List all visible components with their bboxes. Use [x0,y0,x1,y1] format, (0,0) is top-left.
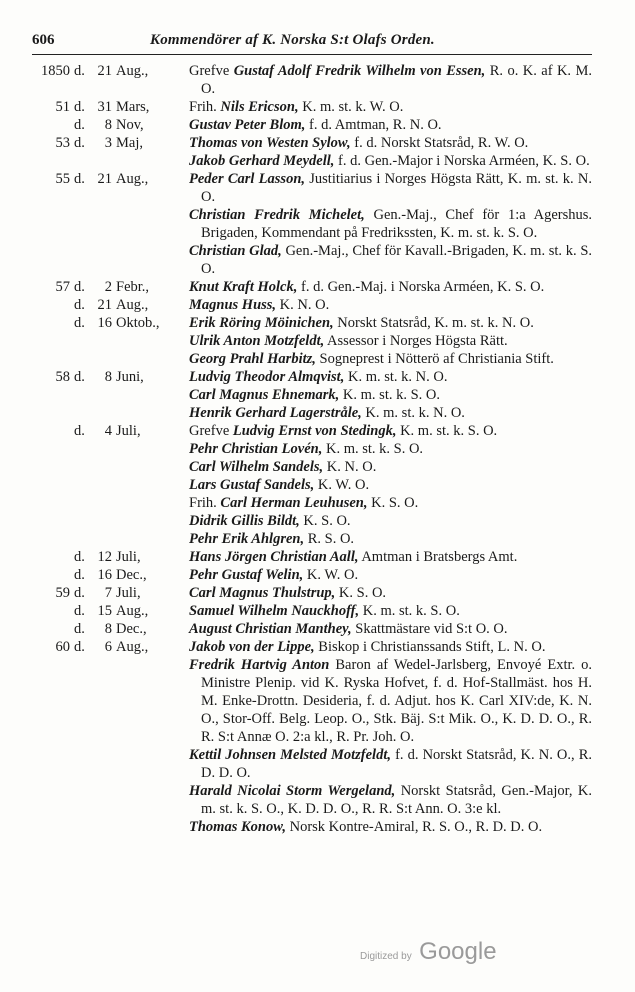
entry-details: R. S. O. [304,531,355,547]
entry-month: Aug., [116,171,149,187]
entry-date [32,152,182,170]
entry-details: f. d. Norskt Statsråd, K. N. O., R. D. D. O. [201,747,593,781]
entry-text [189,548,592,566]
entry-day-prefix: d. [74,639,85,655]
list-item [32,602,592,620]
entry-details: K. m. st. k. N. O. [344,369,448,385]
entry-text [189,440,592,458]
entry-name: Didrik Gillis Bildt, [189,513,300,529]
list-item [32,620,592,638]
list-item [32,278,592,296]
entry-details: K. N. O. [276,297,330,313]
entry-day-prefix: d. [74,567,85,583]
entry-name: Jakob Gerhard Meydell, [189,153,335,169]
entry-day-prefix: d. [74,99,85,115]
entry-text [189,350,592,368]
entry-name: Harald Nicolai Storm Wergeland, [189,783,396,799]
list-item [32,818,592,836]
entry-details: Biskop i Christianssands Stift, L. N. O. [314,639,546,655]
list-item [32,422,592,440]
entry-month: Febr., [116,279,150,295]
entry-details: K. m. st. k. S. O. [322,441,424,457]
entry-text [189,494,592,512]
entry-prefix: Grefve [189,423,233,439]
entry-details: Sogneprest i Nötterö af Christiania Stift. [315,351,554,367]
entry-details: f. d. Gen.-Major i Norska Arméen, K. S. O. [334,153,590,169]
entry-date [32,350,182,368]
entry-month: Aug., [116,639,149,655]
entry-date [32,566,182,584]
entry-date [32,458,182,476]
entry-text [189,530,592,548]
entry-year: 1850 [41,63,70,79]
entry-text [189,386,592,404]
entry-name: August Christian Manthey, [189,621,352,637]
entry-text [189,566,592,584]
entry-text [189,638,592,656]
list-item [32,404,592,422]
entry-date [32,746,182,764]
entry-name: Thomas Konow, [189,819,286,835]
entry-day-prefix: d. [74,585,85,601]
entry-text [189,62,592,98]
entry-name: Carl Wilhelm Sandels, [189,459,324,475]
entry-details: K. S. O. [367,495,419,511]
entry-details: Justitiarius i Norges Högsta Rätt, K. m. st. k. N. O. [201,171,593,205]
entry-date [32,494,182,512]
list-item [32,242,592,278]
digitized-watermark [360,938,497,966]
entry-details: f. d. Norskt Statsråd, R. W. O. [350,135,529,151]
entry-text [189,782,592,818]
entry-name: Carl Herman Leuhusen, [220,495,368,511]
entry-name: Magnus Huss, [189,297,277,313]
entry-name: Jakob von der Lippe, [189,639,315,655]
entry-text [189,368,592,386]
list-item [32,314,592,332]
entry-date [32,242,182,260]
entry-text [189,746,592,782]
entry-name: Ulrik Anton Motzfeldt, [189,333,325,349]
entry-day: 31 [97,99,112,115]
entry-date [32,818,182,836]
entry-date [32,386,182,404]
list-item [32,116,592,134]
list-item [32,512,592,530]
entry-month: Aug., [116,603,149,619]
entry-date [32,548,182,566]
entry-name: Gustaf Adolf Fredrik Wilhelm von Essen, [233,63,486,79]
entry-text [189,404,592,422]
entry-text [189,656,592,746]
entry-name: Henrik Gerhard Lagerstråle, [189,405,362,421]
entry-date [32,62,182,80]
entry-day: 3 [104,135,112,151]
entry-details: R. o. K. af K. M. O. [201,63,592,97]
entry-details: K. m. st. k. N. O. [361,405,465,421]
entry-date [32,332,182,350]
entry-details: Baron af Wedel-Jarlsberg, Envoyé Extr. o. Ministre Plenip. vid K. Ryska Hofvet, f. d. Hof-Stallmäst. hos H. M. Enke-Drottn. Desideria, f. d. Adjut. hos K. Carl XIV:de, K. N. O., Stor-Off. Belg. Leop. O., Stk. Bäj. S:t Mik. O., K. D. D. O., R. R. S:t Annæ O. 2:a kl., R. Pr. Joh. O. [201,657,592,745]
entry-year: 57 [55,279,70,295]
entry-name: Peder Carl Lasson, [189,171,306,187]
entry-month: Dec., [116,567,147,583]
entry-text [189,116,592,134]
entry-details: Skattmästare vid S:t O. O. [351,621,508,637]
list-item [32,476,592,494]
entry-text [189,278,592,296]
entry-text [189,170,592,206]
entry-text [189,512,592,530]
entry-date [32,440,182,458]
entry-day-prefix: d. [74,135,85,151]
entry-year: 51 [55,99,70,115]
google-logo: Google [419,938,497,965]
entry-date [32,656,182,674]
list-item [32,548,592,566]
entry-day-prefix: d. [74,297,85,313]
entry-date [32,296,182,314]
entry-day: 7 [104,585,112,601]
entry-name: Thomas von Westen Sylow, [189,135,351,151]
entry-date [32,134,182,152]
entry-details: K. m. st. k. S. O. [359,603,460,619]
entry-details: Gen.-Maj., Chef för Kavall.-Brigaden, K. m. st. k. S. O. [201,243,593,277]
entry-text [189,476,592,494]
entry-details: K. m. st. k. W. O. [298,99,404,115]
entry-month: Oktob., [116,315,160,331]
entry-name: Carl Magnus Ehnemark, [189,387,340,403]
entry-text [189,242,592,278]
entry-month: Dec., [116,621,147,637]
list-item [32,350,592,368]
list-item [32,170,592,206]
list-item [32,152,592,170]
entry-details: Assessor i Norges Högsta Rätt. [324,333,508,349]
entry-year: 59 [55,585,70,601]
entry-day: 21 [97,171,112,187]
list-item [32,296,592,314]
entry-day: 8 [104,621,112,637]
entry-day: 12 [97,549,112,565]
entry-day: 8 [104,117,112,133]
entry-text [189,152,592,170]
entry-date [32,476,182,494]
entry-name: Kettil Johnsen Melsted Motzfeldt, [189,747,391,763]
entry-date [32,206,182,224]
entry-day: 16 [97,567,112,583]
list-item [32,530,592,548]
entry-day: 8 [104,369,112,385]
entry-name: Hans Jörgen Christian Aall, [189,549,359,565]
entry-name: Samuel Wilhelm Nauckhoff, [189,603,360,619]
entry-date [32,584,182,602]
entry-text [189,206,592,242]
entry-date [32,782,182,800]
entry-text [189,332,592,350]
entry-text [189,602,592,620]
list-item [32,386,592,404]
entry-details: K. W. O. [303,567,359,583]
entry-prefix: Frih. [189,99,221,115]
entry-day: 21 [97,297,112,313]
entry-details: K. m. st. k. S. O. [396,423,498,439]
entry-month: Maj, [116,135,143,151]
entry-year: 60 [55,639,70,655]
entry-date [32,422,182,440]
entry-month: Aug., [116,63,149,79]
entry-date [32,602,182,620]
entry-month: Juli, [116,423,141,439]
list-item [32,440,592,458]
entry-name: Ludvig Ernst von Stedingk, [232,423,397,439]
entry-name: Fredrik Hartvig Anton [189,657,330,673]
entry-text [189,98,592,116]
entry-text [189,422,592,440]
entry-name: Nils Ericson, [220,99,299,115]
entry-date [32,278,182,296]
entry-details: K. S. O. [299,513,351,529]
entry-text [189,818,592,836]
entry-day-prefix: d. [74,171,85,187]
entry-details: Norsk Kontre-Amiral, R. S. O., R. D. D. O. [285,819,543,835]
page-title: Kommendörer af K. Norska S:t Olafs Orden. [150,32,435,48]
entry-day-prefix: d. [74,279,85,295]
entry-day-prefix: d. [74,621,85,637]
list-item [32,566,592,584]
entry-day-prefix: d. [74,369,85,385]
entry-name: Pehr Christian Lovén, [189,441,323,457]
list-item [32,656,592,746]
entry-name: Christian Fredrik Michelet, [189,207,365,223]
entry-date [32,638,182,656]
entry-month: Mars, [116,99,150,115]
list-item [32,206,592,242]
entry-details: Norskt Statsråd, K. m. st. k. N. O. [333,315,534,331]
list-item [32,332,592,350]
digitized-label: Digitized by [360,951,412,962]
entry-name: Pehr Erik Ahlgren, [189,531,305,547]
entry-month: Nov, [116,117,144,133]
entry-details: K. S. O. [335,585,387,601]
entry-details: K. W. O. [314,477,370,493]
list-item [32,368,592,386]
entry-name: Christian Glad, [189,243,282,259]
entry-date [32,620,182,638]
list-item [32,458,592,476]
entry-date [32,404,182,422]
entry-text [189,134,592,152]
entry-year: 58 [55,369,70,385]
entry-day-prefix: d. [74,315,85,331]
entry-month: Juli, [116,549,141,565]
page-number: 606 [32,32,55,48]
entry-day-prefix: d. [74,423,85,439]
entry-day: 6 [104,639,112,655]
list-item [32,134,592,152]
entry-day: 16 [97,315,112,331]
entry-details: f. d. Gen.-Maj. i Norska Arméen, K. S. O. [297,279,545,295]
entry-year: 55 [55,171,70,187]
entry-date [32,314,182,332]
entry-name: Carl Magnus Thulstrup, [189,585,336,601]
list-item [32,584,592,602]
entry-day: 21 [97,63,112,79]
entry-date [32,368,182,386]
entry-text [189,314,592,332]
entry-details: K. N. O. [323,459,377,475]
entry-list [32,62,592,836]
entry-name: Georg Prahl Harbitz, [189,351,316,367]
entry-text [189,458,592,476]
entry-details: Amtman i Bratsbergs Amt. [358,549,518,565]
entry-day-prefix: d. [74,603,85,619]
entry-details: Gen.-Maj., Chef för 1:a Agershus. Brigaden, Kommendant på Fredrikssten, K. m. st. k. S. O. [201,207,592,241]
entry-name: Erik Röring Möinichen, [189,315,334,331]
page-header [32,32,592,55]
entry-date [32,170,182,188]
entry-date [32,116,182,134]
entry-text [189,296,592,314]
list-item [32,782,592,818]
entry-text [189,620,592,638]
entry-prefix: Frih. [189,495,221,511]
entry-details: K. m. st. k. S. O. [339,387,441,403]
entry-name: Ludvig Theodor Almqvist, [189,369,345,385]
entry-day: 4 [104,423,112,439]
entry-name: Lars Gustaf Sandels, [189,477,315,493]
entry-name: Pehr Gustaf Welin, [189,567,304,583]
list-item [32,746,592,782]
entry-month: Aug., [116,297,149,313]
entry-prefix: Grefve [189,63,234,79]
entry-date [32,98,182,116]
list-item [32,62,592,98]
entry-name: Gustav Peter Blom, [189,117,306,133]
entry-day-prefix: d. [74,63,85,79]
entry-day: 2 [104,279,112,295]
entry-month: Juni, [116,369,144,385]
entry-date [32,530,182,548]
entry-day-prefix: d. [74,117,85,133]
list-item [32,494,592,512]
entry-details: Norskt Statsråd, Gen.-Major, K. m. st. k. S. O., K. D. D. O., R. R. S:t Ann. O. 3:e kl. [201,783,592,817]
list-item [32,98,592,116]
entry-month: Juli, [116,585,141,601]
entry-year: 53 [55,135,70,151]
entry-day: 15 [97,603,112,619]
entry-day-prefix: d. [74,549,85,565]
list-item [32,638,592,656]
entry-details: f. d. Amtman, R. N. O. [305,117,442,133]
entry-text [189,584,592,602]
entry-name: Knut Kraft Holck, [189,279,298,295]
entry-date [32,512,182,530]
